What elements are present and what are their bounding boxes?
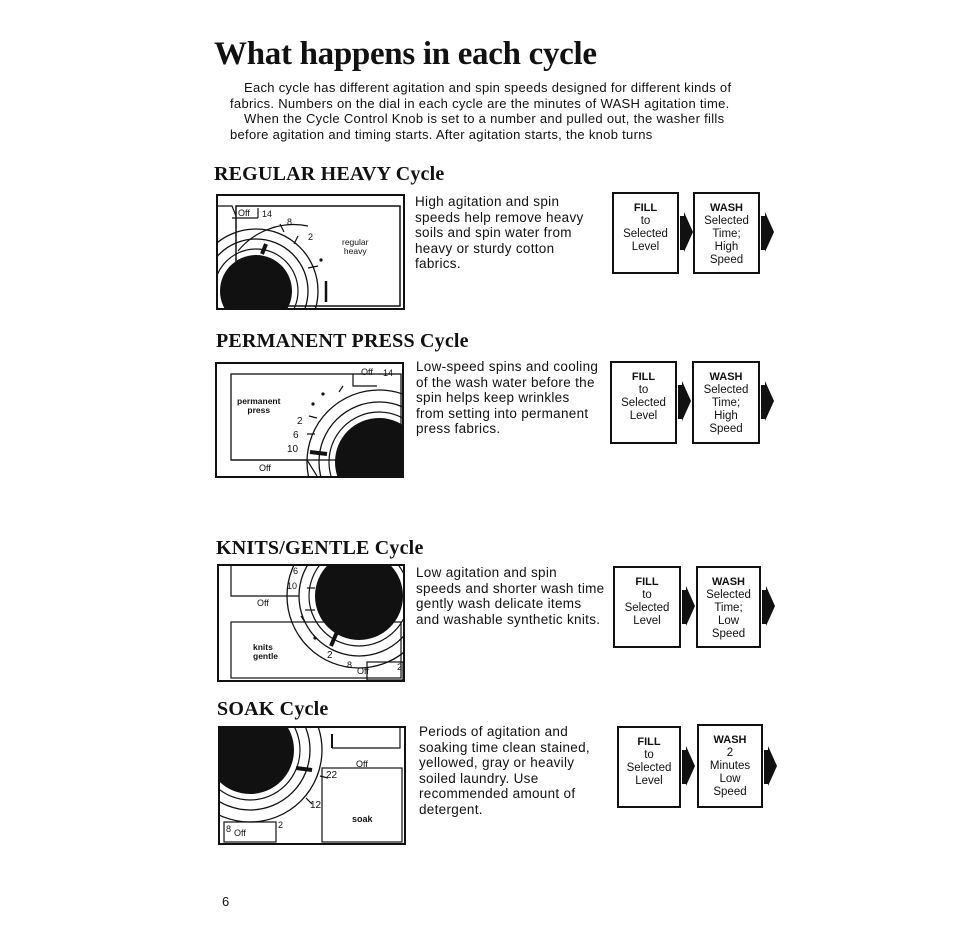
permanent-press-description: Low-speed spins and cooling of the wash water before the spin helps keep wrinkles from setting into permanent press fabrics.	[416, 359, 599, 436]
dial-cycle-label: knits gentle	[253, 642, 279, 661]
arrow-right-icon	[686, 586, 695, 626]
dial-mark-10: 10	[287, 444, 299, 455]
soak-description: Periods of agitation and soaking time clean stained, yellowed, gray or heavily soiled laundry. Use recommended amount of detergent.	[419, 724, 590, 817]
regular-heavy-title: REGULAR HEAVY Cycle	[214, 163, 445, 185]
dial-mark-8: 8	[287, 217, 293, 227]
dial-mark-off: Off	[357, 666, 369, 676]
knits-gentle-wash-box: WASH Selected Time; Low Speed	[696, 566, 761, 648]
dial-mark-off: Off	[356, 759, 368, 769]
permanent-press-title: PERMANENT PRESS Cycle	[216, 330, 469, 352]
arrow-right-icon	[765, 381, 774, 421]
regular-heavy-dial-diagram	[216, 194, 405, 310]
dial-cycle-label: soak	[352, 814, 373, 824]
permanent-press-dial-diagram	[215, 362, 404, 478]
regular-heavy-wash-box: WASH Selected Time; High Speed	[693, 192, 760, 274]
knits-gentle-description: Low agitation and spin speeds and shorter wash time gently wash delicate items and washable synthetic knits.	[416, 565, 605, 627]
dial-cycle-label: permanent press	[237, 396, 281, 415]
page-number: 6	[222, 894, 230, 909]
dial-mark-6: 6	[293, 566, 299, 576]
intro-text	[230, 80, 755, 142]
regular-heavy-fill-box: FILL to Selected Level	[612, 192, 679, 274]
dial-mark-2: 2	[327, 650, 333, 661]
permanent-press-wash-box: WASH Selected Time; High Speed	[692, 361, 760, 444]
arrow-right-icon	[684, 212, 693, 252]
dial-cycle-label: regular heavy	[342, 237, 369, 256]
knits-gentle-dial-diagram	[217, 564, 405, 682]
arrow-right-icon	[765, 212, 774, 252]
arrow-right-icon	[768, 746, 777, 786]
dial-mark-22: 22	[326, 770, 338, 781]
soak-fill-box: FILL to Selected Level	[617, 726, 681, 808]
dial-mark-10: 10	[287, 581, 298, 591]
dial-mark-off: Off	[257, 598, 269, 608]
dial-mark-2: 2	[397, 662, 403, 672]
dial-mark-14: 14	[383, 368, 394, 378]
intro-paragraph-2: When the Cycle Control Knob is set to a number and pulled out, the washer fills before agitation and timing starts. After agitation starts, the knob turns	[230, 111, 725, 142]
permanent-press-fill-box: FILL to Selected Level	[610, 361, 677, 444]
intro-paragraph-1: Each cycle has different agitation and spin speeds designed for different kinds of fabrics. Numbers on the dial in each cycle are the minutes of WASH agitation time.	[230, 80, 732, 111]
page-title: What happens in each cycle	[214, 36, 597, 72]
dial-mark-off: Off	[361, 367, 373, 377]
knits-gentle-title: KNITS/GENTLE Cycle	[216, 537, 424, 559]
dial-mark-12: 12	[310, 800, 322, 811]
dial-mark-14: 14	[262, 209, 273, 219]
soak-title: SOAK Cycle	[217, 698, 329, 720]
arrow-right-icon	[686, 746, 695, 786]
soak-wash-box: WASH 2 Minutes Low Speed	[697, 724, 763, 808]
dial-mark-off: Off	[238, 208, 250, 218]
dial-mark-2: 2	[297, 416, 303, 427]
soak-dial-diagram	[218, 726, 406, 845]
regular-heavy-description: High agitation and spin speeds help remove heavy soils and spin water from heavy or sturdy cotton fabrics.	[415, 194, 584, 271]
dial-mark-2: 2	[308, 232, 314, 242]
arrow-right-icon	[682, 381, 691, 421]
dial-mark-8: 8	[226, 824, 232, 834]
dial-mark-6: 6	[293, 430, 299, 441]
knits-gentle-fill-box: FILL to Selected Level	[613, 566, 681, 648]
arrow-right-icon	[766, 586, 775, 626]
dial-mark-off: Off	[234, 828, 246, 838]
dial-mark-8: 8	[347, 660, 353, 670]
dial-mark-2: 2	[278, 820, 284, 830]
dial-mark-off: Off	[259, 463, 271, 473]
